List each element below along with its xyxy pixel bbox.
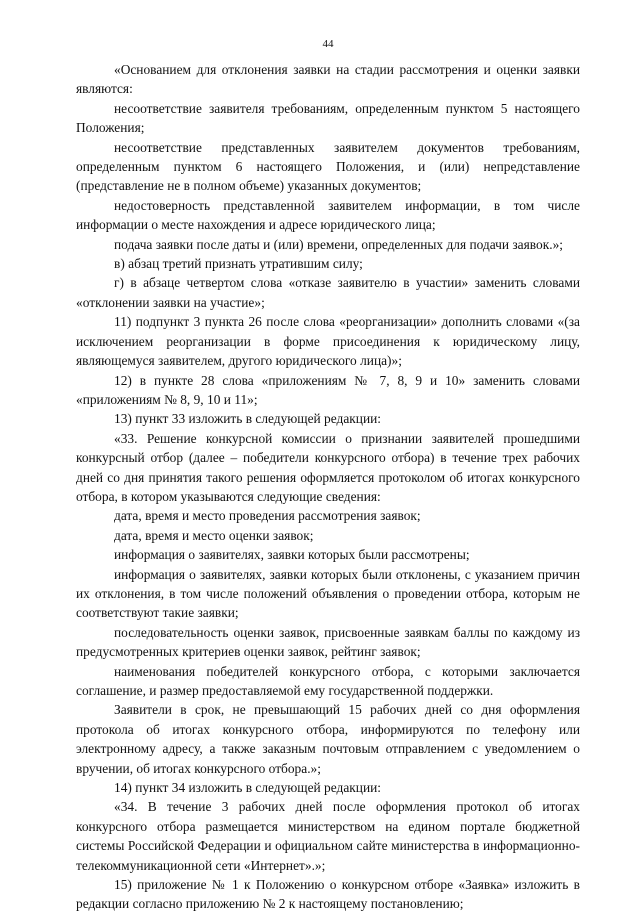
paragraph: несоответствие представленных заявителем документов требованиям, определенным пунктом 6 настоящего Положения, и (или) непредставление (представление не в полном объеме) указанных документов; <box>76 139 580 194</box>
paragraph: Заявители в срок, не превышающий 15 рабочих дней со дня оформления протокола об итогах конкурсного отбора, информируются по телефону или электронному адресу, а также заказным почтовым отправлением с уведомлением о вручении, об итогах конкурсного отбора.»; <box>76 702 580 776</box>
paragraph: 13) пункт 33 изложить в следующей редакции: <box>114 411 382 427</box>
paragraph: г) в абзаце четвертом слова «отказе заявителю в участии» заменить словами «отклонении заявки на участие»; <box>76 275 580 310</box>
paragraph: недостоверность представленной заявителем информации, в том числе информации о месте нахождения и адресе юридического лица; <box>76 197 580 233</box>
paragraph: информация о заявителях, заявки которых были отклонены, с указанием причин их отклонения, в том числе положений объявления о проведении отбора, которым не соответствуют такие заявки; <box>76 566 580 621</box>
paragraph: «34. В течение 3 рабочих дней после оформления протокол об итогах конкурсного отбора размещается министерством на едином портале бюджетной системы Российской Федерации и официальном сайте министерства в информационно-телекоммуникационной сети «Интернет».»; <box>76 799 580 873</box>
paragraph: последовательность оценки заявок, присвоенные заявкам баллы по каждому из предусмотренных критериев оценки заявок, рейтинг заявок; <box>76 624 580 660</box>
paragraph: 14) пункт 34 изложить в следующей редакции: <box>114 780 382 796</box>
paragraph: дата, время и место проведения рассмотрения заявок; <box>114 508 421 524</box>
paragraph: 11) подпункт 3 пункта 26 после слова «реорганизации» дополнить словами «(за исключением реорганизации в форме присоединения к юридическому лицу, являющемуся заявителем, другого юридического лица)»; <box>76 314 580 369</box>
paragraph: «33. Решение конкурсной комиссии о признании заявителей прошедшими конкурсный отбор (далее – победители конкурсного отбора) в течение трех рабочих дней со дня принятия такого решения оформляется протоколом об итогах конкурсного отбора, в котором указываются следующие сведения: <box>76 430 580 504</box>
paragraph: наименования победителей конкурсного отбора, с которыми заключается соглашение, и размер предоставляемой ему государственной поддержки. <box>76 663 580 698</box>
paragraph: дата, время и место оценки заявок; <box>114 527 314 543</box>
paragraph: 15) приложение № 1 к Положению о конкурсном отборе «Заявка» изложить в редакции согласно приложению № 2 к настоящему постановлению; <box>76 877 580 912</box>
document-body <box>76 60 580 914</box>
paragraph: подача заявки после даты и (или) времени, определенных для подачи заявок.»; <box>114 236 563 252</box>
paragraph: 12) в пункте 28 слова «приложениям № 7, 8, 9 и 10» заменить словами «приложениям № 8, 9, 10 и 11»; <box>76 372 580 407</box>
paragraph: несоответствие заявителя требованиям, определенным пунктом 5 настоящего Положения; <box>76 100 580 136</box>
paragraph: «Основанием для отклонения заявки на стадии рассмотрения и оценки заявки являются: <box>76 62 580 97</box>
paragraph: информация о заявителях, заявки которых были рассмотрены; <box>114 547 470 563</box>
page-number: 44 <box>322 38 334 50</box>
paragraph: в) абзац третий признать утратившим силу; <box>114 256 363 272</box>
